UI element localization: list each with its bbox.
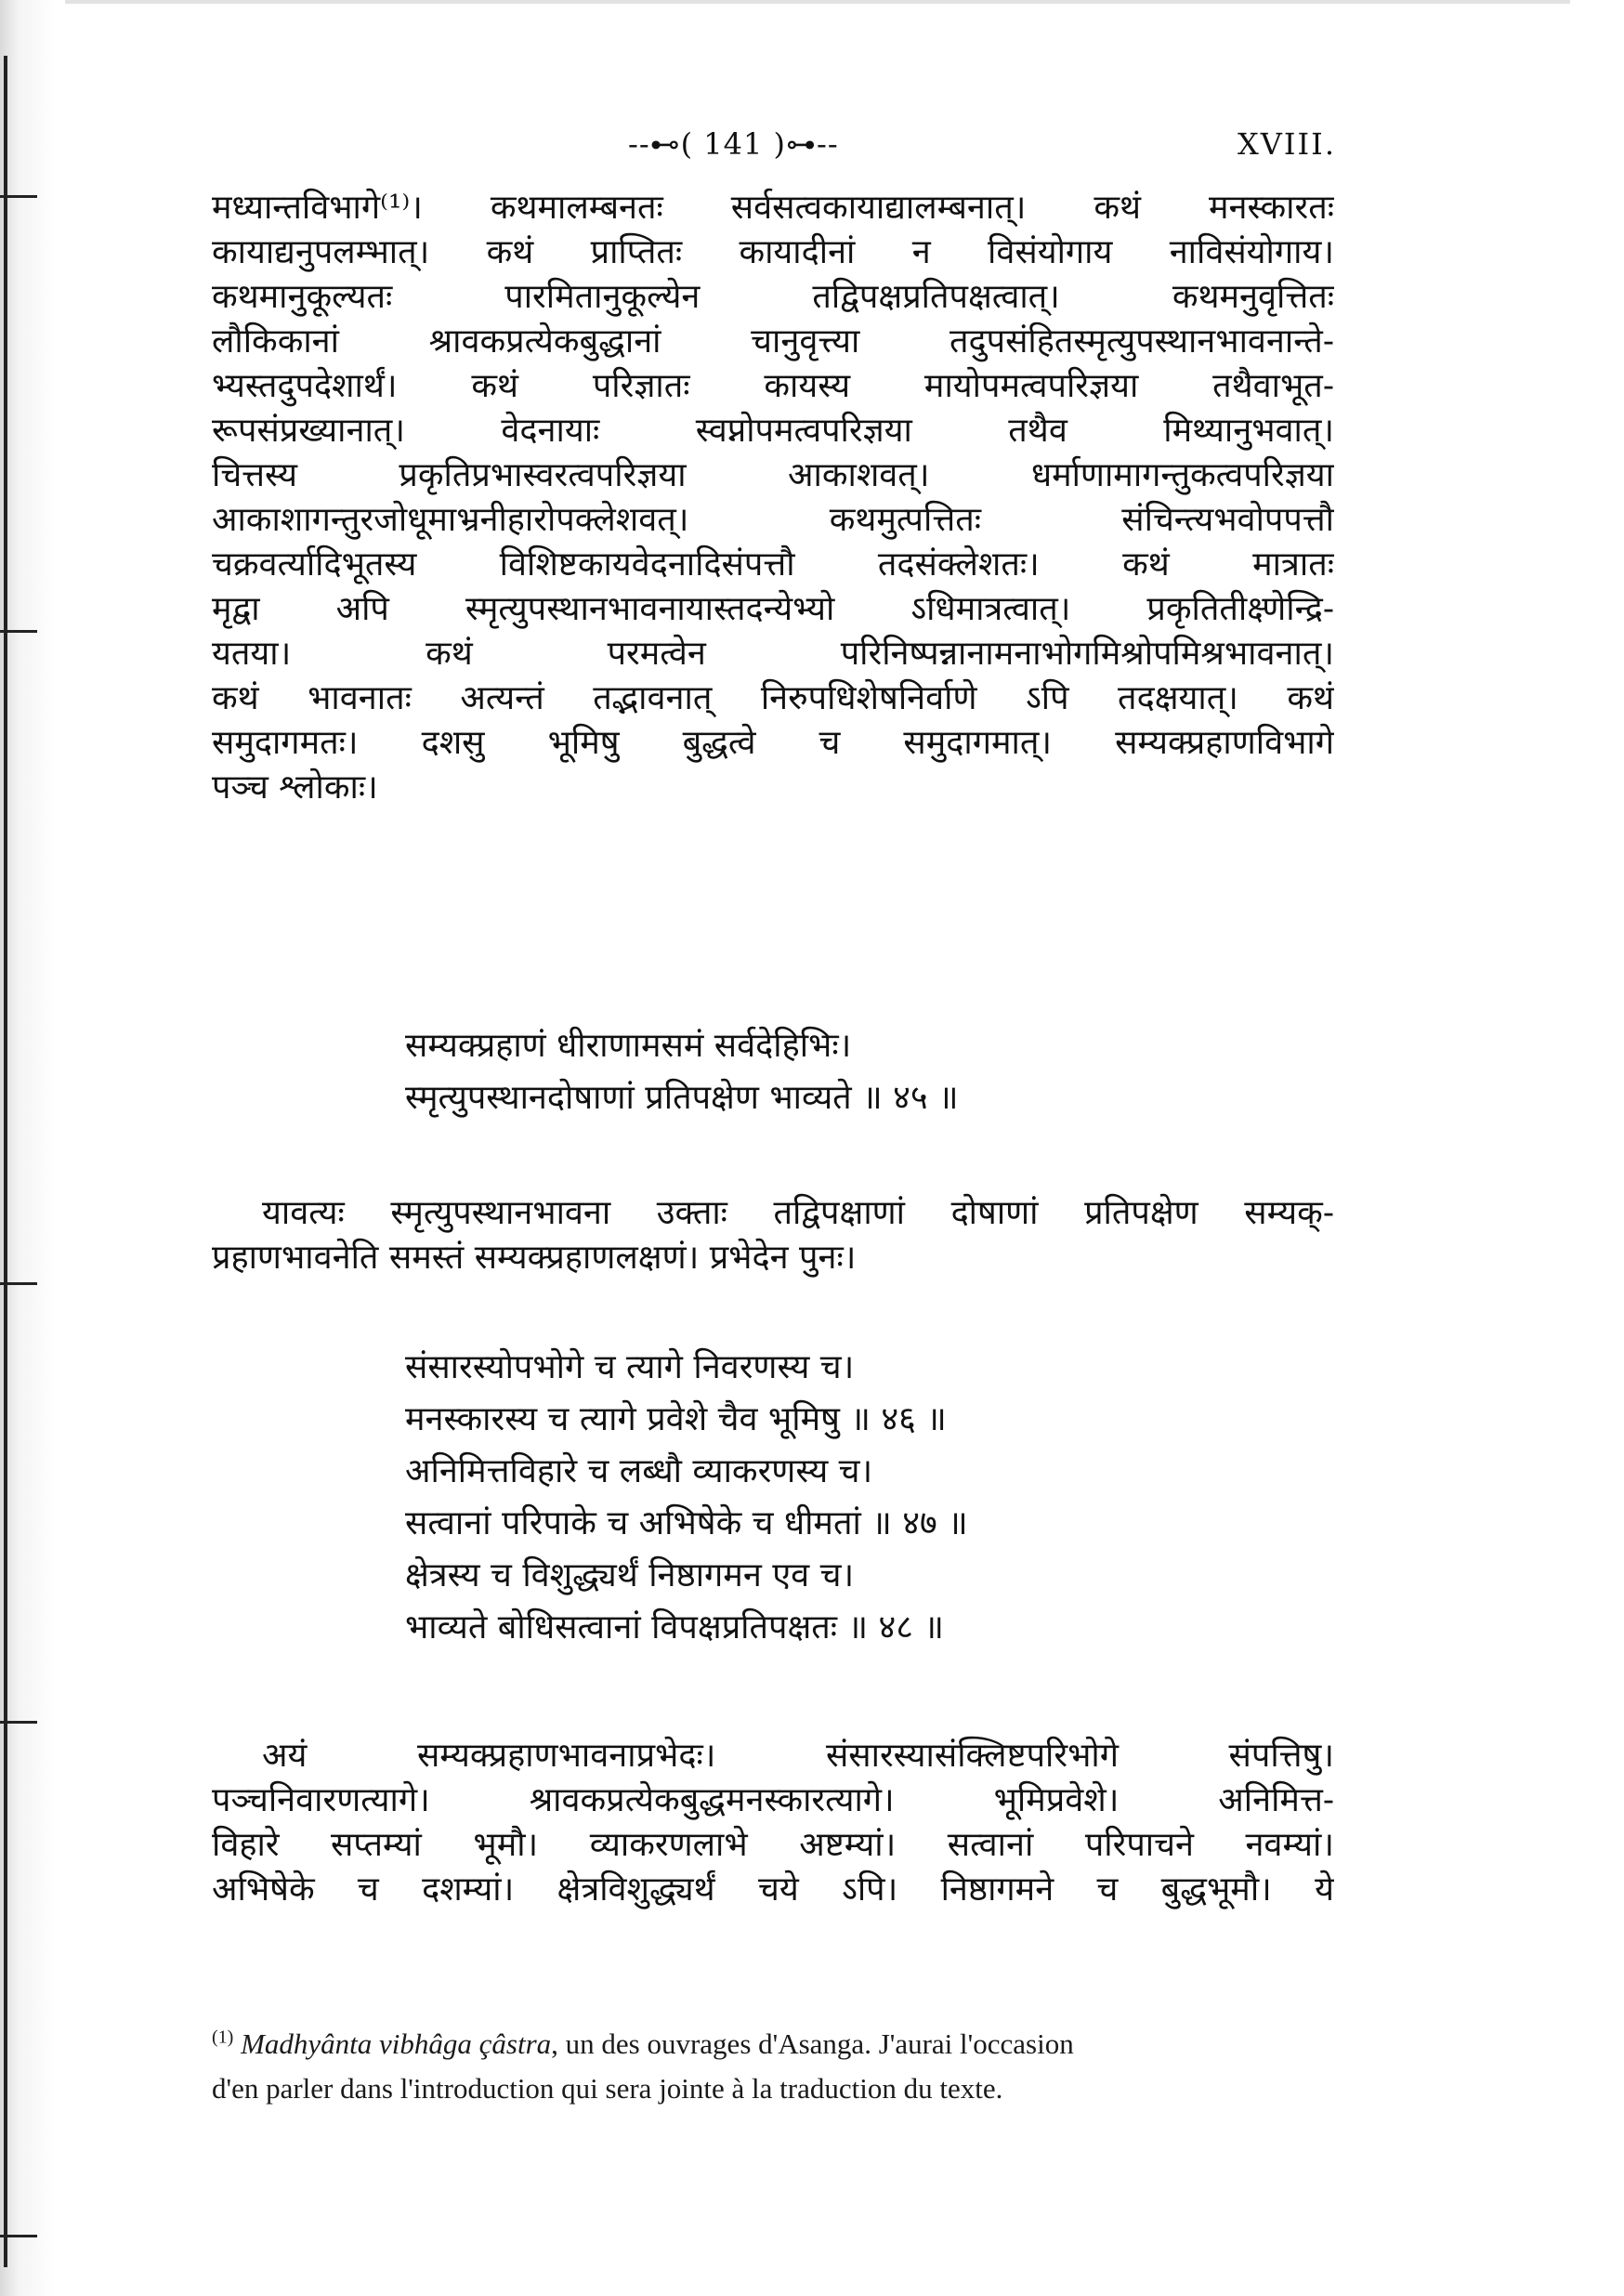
text-line: रूपसंप्रख्यानात्। वेदनायाः स्वप्नोपमत्वपरिज्ञया तथैव मिथ्यानुभवात्। — [212, 412, 1334, 450]
text-line: कथमानुकूल्यतः पारमितानुकूल्येन तद्विपक्षप्रतिपक्षत्वात्। कथमनुवृत्तितः — [212, 278, 1334, 316]
verse-line: क्षेत्रस्य च विशुद्ध्यर्थं निष्ठागमन एव च। — [405, 1556, 855, 1594]
verse-line: सम्यक्प्रहाणं धीराणामसमं सर्वदेहिभिः। — [405, 1027, 852, 1065]
text-line: यावत्यः स्मृत्युपस्थानभावना उक्ताः तद्विपक्षाणां दोषाणां प्रतिपक्षेण सम्यक्- — [262, 1194, 1334, 1232]
text-line: प्रहाणभावनेति समस्तं सम्यक्प्रहाणलक्षणं। प्रभेदेन पुनः। — [212, 1239, 857, 1277]
verse-45 — [405, 1020, 1241, 1124]
page-number: --⊷( 141 )⊶-- — [628, 126, 839, 162]
binding-tick — [0, 2235, 37, 2237]
text-line: यतया। कथं परमत्वेन परिनिष्पन्नानामनाभोगमिश्रोपमिश्रभावनात्। — [212, 635, 1334, 673]
verse-46-48 — [405, 1342, 1241, 1654]
page-top-edge — [65, 0, 1570, 4]
footnote-title: Madhyânta vibhâga çâstra — [241, 2027, 552, 2060]
footnote-line: d'en parler dans l'introduction qui sera jointe à la traduction du texte. — [212, 2072, 1003, 2105]
text-line: समुदागमतः। दशसु भूमिषु बुद्धत्वे च समुदागमात्। सम्यक्प्रहाणविभागे — [212, 724, 1334, 762]
footnote-marker: (1) — [212, 2027, 234, 2048]
verse-line: मनस्कारस्य च त्यागे प्रवेशे चैव भूमिषु ॥ ४६ ॥ — [405, 1400, 947, 1438]
text-line: विहारे सप्तम्यां भूमौ। व्याकरणलाभे अष्टम्यां। सत्वानां परिपाचने नवम्यां। — [212, 1826, 1334, 1864]
footnote-text: , un des ouvrages d'Asanga. J'aurai l'occasion — [551, 2027, 1074, 2060]
text-line: कथं भावनातः अत्यन्तं तद्भावनात् निरुपधिशेषनिर्वाणे ऽपि तदक्षयात्। कथं — [212, 679, 1334, 717]
binding-rule — [4, 56, 7, 2267]
verse-line: स्मृत्युपस्थानदोषाणां प्रतिपक्षेण भाव्यते ॥ ४५ ॥ — [405, 1079, 959, 1117]
binding-tick — [0, 1282, 37, 1285]
text-line: लौकिकानां श्रावकप्रत्येकबुद्धानां चानुवृत्त्या तदुपसंहितस्मृत्युपस्थानभावनान्ते- — [212, 322, 1334, 361]
text-line: अभिषेके च दशम्यां। क्षेत्रविशुद्ध्यर्थं चये ऽपि। निष्ठागमने च बुद्धभूमौ। ये — [212, 1870, 1334, 1909]
paragraph-1 — [212, 186, 1334, 810]
text-line: कायाद्यनुपलम्भात्। कथं प्राप्तितः कायादीनां न विसंयोगाय नाविसंयोगाय। — [212, 233, 1334, 271]
footnote — [212, 2022, 1334, 2111]
text-line: चित्तस्य प्रकृतिप्रभास्वरत्वपरिज्ञया आकाशवत्। धर्माणामागन्तुकत्वपरिज्ञया — [212, 456, 1334, 494]
verse-line: सत्वानां परिपाके च अभिषेके च धीमतां ॥ ४७ ॥ — [405, 1504, 968, 1542]
binding-tick — [0, 630, 37, 633]
text-line: मृद्वा अपि स्मृत्युपस्थानभावनायास्तदन्येभ्यो ऽधिमात्रत्वात्। प्रकृतितीक्ष्णेन्द्रि- — [212, 590, 1334, 628]
text-line: आकाशागन्तुरजोधूमाभ्रनीहारोपक्लेशवत्। कथमुत्पत्तितः संचिन्त्यभवोपपत्तौ — [212, 501, 1334, 539]
book-binding-edge — [0, 0, 58, 2296]
text-line: पञ्च श्लोकाः। — [212, 768, 378, 807]
text-line: अयं सम्यक्प्रहाणभावनाप्रभेदः। संसारस्यासंक्लिष्टपरिभोगे संपत्तिषु। — [262, 1737, 1334, 1775]
text-line: भ्यस्तदुपदेशार्थं। कथं परिज्ञातः कायस्य मायोपमत्वपरिज्ञया तथैवाभूत- — [212, 367, 1334, 405]
page-header — [0, 126, 1624, 164]
footnote-line — [212, 2022, 1334, 2066]
text-line: चक्रवर्त्यादिभूतस्य विशिष्टकायवेदनादिसंपत्तौ तदसंक्लेशतः। कथं मात्रातः — [212, 545, 1334, 584]
paragraph-3 — [212, 1734, 1334, 1912]
verse-line: भाव्यते बोधिसत्वानां विपक्षप्रतिपक्षतः ॥ ४८ ॥ — [405, 1608, 944, 1647]
verse-line: संसारस्योपभोगे च त्यागे निवरणस्य च। — [405, 1348, 855, 1386]
verse-line: अनिमित्तविहारे च लब्धौ व्याकरणस्य च। — [405, 1452, 873, 1490]
binding-tick — [0, 195, 37, 198]
text-line: पञ्चनिवारणत्यागे। श्रावकप्रत्येकबुद्धमनस्कारत्यागे। भूमिप्रवेशे। अनिमित्त- — [212, 1781, 1334, 1819]
text-line: मध्यान्तविभागे⁽¹⁾। कथमालम्बनतः सर्वसत्वकायाद्यालम्बनात्। कथं मनस्कारतः — [212, 189, 1334, 227]
section-mark: XVIII. — [1238, 126, 1336, 162]
binding-tick — [0, 1721, 37, 1724]
paragraph-2 — [212, 1191, 1334, 1280]
